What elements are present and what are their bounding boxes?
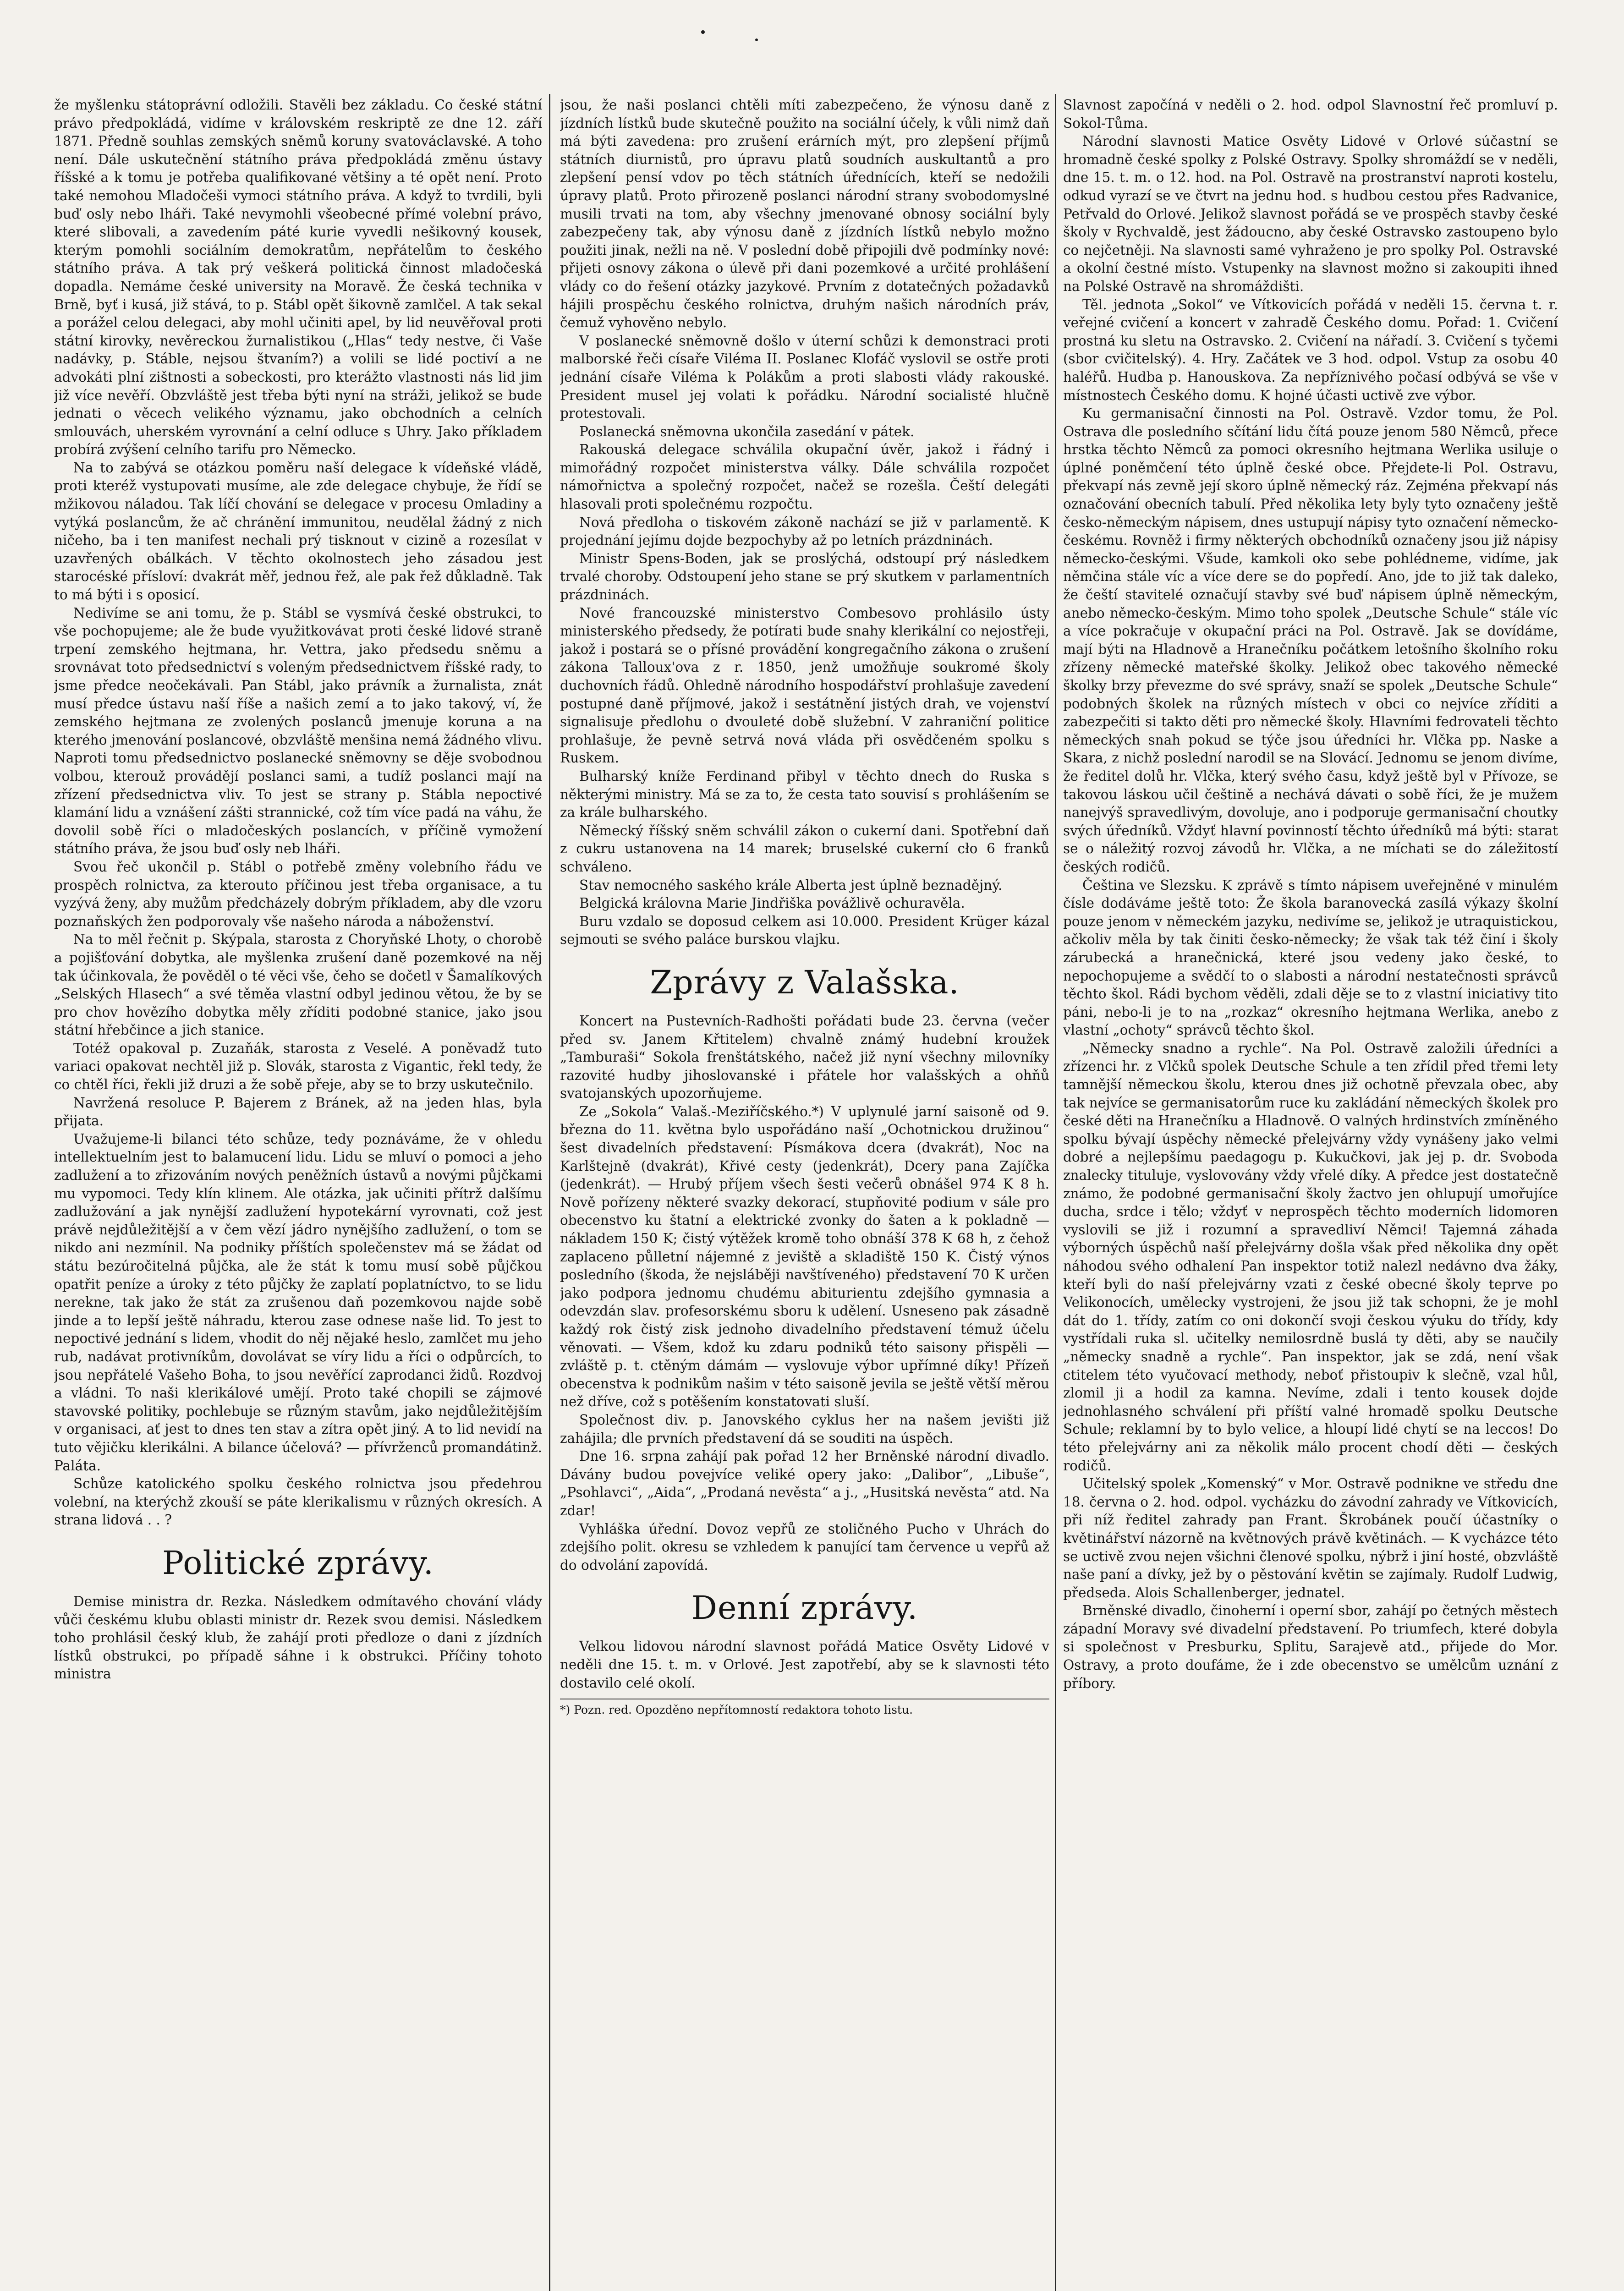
article-paragraph: Slavnost započíná v neděli o 2. hod. odpol Slavnostní řeč promluví p. Sokol-Tůma. <box>1063 97 1558 131</box>
column-middle <box>560 96 1049 2291</box>
column-right <box>1063 96 1558 2291</box>
article-paragraph: Nové francouzské ministerstvo Combesovo prohlásilo ústy ministerského předsedy, že potírati bude snahy klerikální co nejostřeji, jakož i postará se o přísné provádění kongregačního zákona o zrušení zákona Talloux'ova z r. 1850, jenž umožňuje soukromé školy duchovních řádů. Ohledně národního hospodářství prohlašuje zavedení postupné daně příjmové, jakož i sestátnění jistých drah, ve vojenství signalisuje předlohu o dvouleté době služební. V zahraniční politice prohlašuje, že pevně setrvá nová vláda při osvědčeném spolku s Ruskem. <box>560 605 1049 766</box>
article-paragraph: Ministr Spens-Boden, jak se proslýchá, odstoupí prý následkem trvalé choroby. Odstoupení jeho stane se prý skutkem v parlamentních prázdninách. <box>560 550 1049 603</box>
article-paragraph: Koncert na Pustevních-Radhošti pořádati bude 23. června (večer před sv. Janem Křtitelem) chvalně známý hudební kroužek „Tamburaši“ Sokola frenštátského, načež již nyní všechny milovníky razovité hudby jihoslovanské i přátele hor valašských a ohňů svatojanských upozorňujeme. <box>560 1013 1049 1102</box>
article-paragraph: Uvažujeme-li bilanci této schůze, tedy poznáváme, že v ohledu intellektuelním jest to balamucení lidu. Lidu se mluví o pomoci a jeho zadlužení a to zřizováním nových peněžních ústavů a novými půjčkami mu vypomoci. Tedy klín klinem. Ale otázka, jak učiniti přítrž dalšímu zadlužování a jak nynější zadlužení hypotekární vyrovnati, což jest právě nejdůležitější a v čem vězí jádro nynějšího zadlužení, o tom se nikdo ani nezmínil. Na podniky příštích společenstev má se žádat od státu bezúročitelná půjčka, ale že stát k tomu musí sobě půjčkou opatřit peníze a úroky z této půjčky že zaplatí poplatníctvo, to se lidu nerekne, tak jako že stát za zrušenou daň pozemkovou najde sobě jinde a to lepší ještě náhradu, kterou zase odnese naše lid. To jest to nepoctivé jednání s lidem, vhodit do něj nějaké heslo, zamlčet mu jeho rub, nadávat protivníkům, dovolávat se víry lidu a říci o odpůrcích, to jsou nepřátelé Vašeho Boha, to jsou nevěřící zaprodanci židů. Rozdvoj a vládni. To naši klerikálové umějí. Proto také chopili se zájmové stavovské politiky, pochlebuje se různým stavům, jako nejdůležitějším v organisaci, ať jest to dnes ten stav a zítra opět jiný. A to lid nevidí na tuto vějičku klerikálni. A bilance účelová? — přívrženců promandátinž. Paláta. <box>54 1131 542 1474</box>
section-heading-denni-zpravy: Denní zprávy. <box>691 1589 918 1627</box>
article-paragraph: jsou, že naši poslanci chtěli míti zabezpečeno, že výnosu daně z jízdních lístků bude skutečně použito na sociální účely, k vůli nimž daň má býti zavedena: pro zrušení erárních mýt, pro zlepšení příjmů státních diurnistů, pro úpravu platů soudních auskultantů a pro zlepšení pensí vdov po těch státních úřednících, kteří se nedožili úpravy platů. Proto přirozeně poslanci národní strany svobodomyslné musili trvati na tom, aby všechny jmenované obnosy sociální byly zabezpečeny tak, aby výnosu daně z jízdních lístků nebylo možno použiti jinak, nežli na ně. V poslední době připojili dvě podmínky nové: přijeti osnovy zákona o úlevě při dani pozemkové a určité prohlášení vlády co do řešení otázky jazykové. Prvním z dotatečných požadavků hájili prospěchu českého rolnictva, druhým našich národních práv, čemuž vyhověno nebylo. <box>560 97 1049 331</box>
article-paragraph: Učitelský spolek „Komenský“ v Mor. Ostravě podnikne ve středu dne 18. června o 2. hod. odpol. vycházku do závodní zahrady ve Vítkovicích, při níž ředitel zahrady pan Frant. Škrobánek poučí účastníky o květinářství názorně na květnových právě květinách. — K vycházce této se uctivě zvou nejen všichni členové spolku, nýbrž i jiní hosté, obzvláště naše paní a dívky, jež by o pěstování květin se zajímaly. Rudolf Ludwig, předseda. Alois Schallenberger, jednatel. <box>1063 1476 1558 1600</box>
article-paragraph: Demise ministra dr. Rezka. Následkem odmítavého chování vlády vůči českému klubu oblasti ministr dr. Rezek svou demisi. Následkem toho prohlásil český klub, že zahájí proti předloze o dani z jízdních lístků obstrukci, po případě sáhne i k obstrukci. Příčiny tohoto ministra <box>54 1593 542 1682</box>
section-heading-politicke-zpravy: Politické zprávy. <box>162 1544 434 1582</box>
article-paragraph: Velkou lidovou národní slavnost pořádá Matice Osvěty Lidové v neděli dne 15. t. m. v Orlové. Jest zapotřebí, aby se k slavnosti této dostavilo celé okolí. <box>560 1639 1049 1691</box>
article-paragraph: že myšlenku státoprávní odložili. Stavěli bez základu. Co české státní právo předpokládá, vidíme v královském reskriptě ze dne 12. září 1871. Předně souhlas zemských sněmů koruny svatováclavské. A toho není. Dále uskutečnění státního práva předpokládá změnu ústavy říšské a k tomu je potřeba qualifikované většiny a té opět není. Proto také nemohou Mladočeši vymoci státního práva. A když to tvrdili, byli buď osly nebo lháři. Také nevymohli všeobecné přímé volební právo, které slibovali, a zavedením páté kurie vyvedli nešikovný kousek, kterým pomohli sociálním demokratům, nepřátelům to českého státního práva. A tak prý veškerá politická činnost mladočeská dopadla. Nemáme české university na Moravě. Že česká technika v Brně, byť i kusá, již stává, to p. Stábl opět šikovně zamlčel. A tak sekal a porážel celou delegaci, aby mohl učiniti apel, by lid neuvěřoval proti státní kirovky, nevěreckou žurnalistikou („Hlas“ tedy nestve, či Vaše nadávky, p. Stáble, nejsou štvaním?) a volili se lidé poctiví a ne advokáti plní zištnosti a sobeckosti, pro kterážto vlastnosti nás lid jim již více nevěří. Obzvláště jest třeba býti nyní na stráži, jelikož se bude jednati o věcech velikého významu, jako obchodních a celních smlouvách, uherském vyrovnání a celní odluce s Uhry. Jako příkladem probírá zvýšení celního tarifu pro Německo. <box>54 97 542 458</box>
article-paragraph: Vyhláška úřední. Dovoz vepřů ze stoličného Pucho v Uhrách do zdejšího polit. okresu se vzhledem k panující tam července u vepřů až do odvolání zapovídá. <box>560 1521 1049 1573</box>
article-paragraph: Ze „Sokola“ Valaš.-Meziříčského.*) V uplynulé jarní saisoně od 9. března do 11. května bylo uspořádáno naší „Ochotnickou družinou“ šest divadelních představení: Písmákova dcera (dvakrát), Noc na Karlštejně (dvakrát), Křivé cesty (jedenkrát), Dcery pana Zajíčka (jedenkrát). — Hrubý příjem všech šesti večerů obnášel 974 K 8 h. Nově pořízeny některé svazky dekorací, stupňovité podium v sále pro obecenstvo ku štatní a elektrické zvonky do šaten a k pokladně — nákladem 150 K; čistý výtěžek kromě toho obnáší 378 K 68 h, z čehož zaplaceno půlletní nájemné z jeviště a skladiště 150 K. Čistý výnos posledního (škoda, že nejsláběji navštíveného) představení 70 K určen jako podpora jednomu chudému abiturientu zdejšího gymnasia a odevzdán slav. profesorskému sboru k udělení. Usneseno pak zásadně každý rok čistý zisk jednoho divadelního představení témuž účelu věnovati. — Všem, kdož ku zdaru podniků této saisony přispěli — zvláště p. t. ctěným dámám — vyslovuje výbor upřímné díky! Přízeň obecenstva k podnikům našim v této saisoně jevila se ještě větší měrou než dříve, což s potěšením konstatovati sluší. <box>560 1103 1049 1410</box>
section-heading-zpravy-z-valasska: Zprávy z Valašska. <box>650 963 960 1001</box>
article-paragraph: Dne 16. srpna zahájí pak pořad 12 her Brněnské národní divadlo. Dávány budou povejvíce veliké opery jako: „Dalibor“, „Libuše“, „Psohlavci“, „Aida“, „Prodaná nevěsta“ a j., „Husitská nevěsta“ atd. Na zdar! <box>560 1448 1049 1518</box>
article-paragraph: Schůze katolického spolku českého rolnictva jsou předehrou volební, na kterýchž zkouší se páte klerikalismu v různých okresích. A strana lidová . . ? <box>54 1476 542 1528</box>
column-left <box>54 96 542 2291</box>
article-paragraph: Totéž opakoval p. Zuzaňák, starosta z Veselé. A poněvadž tuto variaci opakovat nechtěl již p. Slovák, starosta z Vigantic, řekl tedy, že co chtěl říci, řekli již druzi a že sobě přeje, aby se to brzy uskutečnilo. <box>54 1040 542 1093</box>
article-paragraph: Navržená resoluce P. Bajerem z Bránek, až na jeden hlas, byla přijata. <box>54 1095 542 1129</box>
article-paragraph: Národní slavnosti Matice Osvěty Lidové v Orlové súčastní se hromadně české spolky z Polské Ostravy. Spolky shromáždí se v neděli, dne 15. t. m. o 12. hod. na Pol. Ostravě na prostranství naproti kostelu, odkud vyrazí se ve čtvrt na jednu hod. s hudbou cestou přes Radvanice, Petřvald do Orlové. Jelikož slavnost pořádá se ve prospěch stavby české školy v Rychvaldě, jest žádoucno, aby české Ostravsko zastoupeno bylo co nejčetněji. Na slavnosti samé vyhraženo je pro spolky Pol. Ostravské a okolní čestné místo. Vstupenky na slavnost možno si zakoupiti ihned na Polské Ostravě na shromáždišti. <box>1063 133 1558 294</box>
article-paragraph: Ku germanisační činnosti na Pol. Ostravě. Vzdor tomu, že Pol. Ostrava dle posledního sčítání lidu čítá pouze jenom 580 Němců, přece hrstka těchto Němců za pomoci okresního hejtmana Werlika usiluje o úplné poněmčení této úplně české obce. Přejdete-li Pol. Ostravu, překvapí nás zevně její skoro úplně německý ráz. Zejména překvapí nás označování obecních tabulí. Před několika lety byly tyto označeny ještě česko-německým nápisem, dnes ustupují nápisy tyto označení německo-českému. Rovněž i firmy některých obchodníků označeny jsou již nápisy německo-českými. Všude, kamkoli oko sebe pohlédneme, vidíme, jak němčina stále víc a více dere se do popředí. Ano, jde to již tak daleko, že čeští stavitelé označují stavby své buď nápisem úplně německým, anebo německo-českým. Mimo toho spolek „Deutsche Schule“ stále víc a více pokračuje v okupační práci na Pol. Ostravě. Jak se dovídáme, mají býti na Hladnově a Hranečníku počátkem letošního školního roku zřízeny německé mateřské školky. Jelikož obec takového německé školky brzy převezme do své správy, snaží se spolek „Deutsche Schule“ podobných školek na různých místech v obci co nejvíce zříditi a zabezpečiti si takto děti pro německé školy. Hlavními fedrovateli těchto německých snah pokud se týče jsou úředníci hr. Vlčka pp. Naske a Skara, z nichž poslední narodil se na Slovácí. Jednomu se jenom divíme, že ředitel dolů hr. Vlčka, který svého času, když ještě byl v Přívoze, se takovou láskou učil češtině a nechává dávati o sobě říci, že je mužem nanejvýš spravedlivým, dovoluje, ano i podporuje germanisační choutky svých úředníků. Vždyť hlavní povinností těchto úředníků má býti: starat se o náležitý rozvoj závodů hr. Vlčka, a ne míchati se do záležitostí českých rodičů. <box>1063 406 1558 875</box>
article-paragraph: Belgická královna Marie Jindřiška povážlivě ochuravěla. <box>579 895 965 911</box>
article-paragraph: Společnost div. p. Janovského cyklus her na našem jevišti již zahájila; dle prvních představení dá se souditi na úspěch. <box>560 1412 1049 1446</box>
article-paragraph: Buru vzdalo se doposud celkem asi 10.000. President Krüger kázal sejmouti se svého paláce burskou vlajku. <box>560 913 1049 948</box>
article-paragraph: Bulharský kníže Ferdinand přibyl v těchto dnech do Ruska s některými ministry. Má se za to, že cesta tato souvisí s prohlášením se za krále bulharského. <box>560 768 1049 821</box>
article-paragraph: Německý říšský sněm schválil zákon o cukerní dani. Spotřební daň z cukru ustanovena na 14 marek; bruselské cukerní cło 6 franků schváleno. <box>560 822 1049 875</box>
article-paragraph: Poslanecká sněmovna ukončila zasedání v pátek. <box>579 423 915 439</box>
article-paragraph: Svou řeč ukončil p. Stábl o potřebě změny volebního řádu ve prospěch rolnictva, za kterouto příčinou jest třeba organisace, a tu vyzývá ženy, aby mužům předcházely dobrým příkladem, aby dle vzoru poznaňských žen podporovaly vše našeho národa a náboženství. <box>54 859 542 929</box>
column-rule <box>1055 94 1056 2291</box>
article-paragraph: „Německy snadno a rychle“. Na Pol. Ostravě založili úředníci a zřízenci hr. z Vlčků spolek Deutsche Schule a ten zřídil před třemi lety tamnější německou školu, kterou dnes již ochotně převzala obec, aby tak nejvíce se germanisatorům ruce ku zakládání německých školek pro české děti na Hranečníku a Hladnově. O valných hrdinstvích zmíněného spolku bývají úspěchy německé přelejvárny vždy vynášeny jako velmi dobré a nejlepšímu paedagogu p. Kukučkovi, jak jej p. dr. Svoboda znalecky tituluje, vyslovovány vždy vřelé díky. A předce jest dostatečně známo, že podobné germanisační školy žactvo jen ohlupují umořujíce ducha, srdce i tělo; vždyť v neprospěch těchto moderních lidomoren vyslovili se již i rozumní a spravedliví Němci! Tajemná záhada výborných úspěchů naší přelejvárny došla však před několika dny opět náhodou svého odhalení Pan inspektor totiž nalezl nedávno dva žáky, kteří byli do naší přelejvárny vzati z české obecné školy teprve po Velikonocích, umělecky vystrojeni, že jsou již tak schopni, že je mohl dát do 1. třídy, zatím co oni dokončí svoji českou výuku do třídy, kdy vystřídali ruka sl. učitelky nemilosrdně buslá ty děti, aby se naučily „německy snadně a rychle“. Pan inspektor, jak se zdá, není však ctitelem této vyučovací methody, neboť přistoupiv k slečně, vzal hůl, zlomil ji a hodil za kamna. Nevíme, zdali i tento kousek dojde jednohlasného schválení při příští valné hromadě spolku Deutsche Schule; reklamní by to bylo velice, a hloupí lidé chytí se na leccos! Do této přelejvárny ani za několik málo procent chodí děti — českých rodičů. <box>1063 1040 1558 1474</box>
article-paragraph: Čeština ve Slezsku. K zprávě s tímto nápisem uveřejněné v minulém čísle dodáváme ještě toto: Že škola baranovecká zasílá výkazy školní pouze jenom v německém jazyku, nedivíme se, jelikož je utraquistickou, ačkoliv měla by tak činiti česko-německy; že však tak též činí i školy zárubecká a hranečnická, které jsou vedeny jako české, to nepochopujeme a svědčí to o slabosti a národní nestatečnosti správců těchto škol. Rádi bychom věděli, zdali děje se to z vlastní iniciativy tito páni, nebo-li je to na „rozkaz“ okresního hejtmana Werlika, anebo z vlastní „ochoty“ správců těchto škol. <box>1063 877 1558 1038</box>
article-paragraph: V poslanecké sněmovně došlo v úterní schůzi k demonstraci proti malborské řeči císaře Viléma II. Poslanec Klofáč vyslovil se ostře proti jednání císaře Viléma k Polákům a proti slabosti vlády rakouské. President musel jej volati k pořádku. Národní socialisté hlučně protestovali. <box>560 333 1049 422</box>
article-paragraph: Nová předloha o tiskovém zákoně nachází se již v parlamentě. K projednání jejímu dojde bezpochyby až po letních prázdninách. <box>560 514 1049 548</box>
column-rule <box>549 94 550 2291</box>
article-paragraph: Rakouská delegace schválila okupační úvěr, jakož i řádný i mimořádný rozpočet ministerstva války. Dále schválila rozpočet námořnictva a společný rozpočet, načež se rozešla. Čeští delegáti hlasovali proti společnému rozpočtu. <box>560 442 1049 512</box>
footnote: *) Pozn. red. Opozděno nepřítomností redaktora tohoto listu. <box>560 1699 1049 1718</box>
scan-speck <box>701 30 705 34</box>
article-paragraph: Na to zabývá se otázkou poměru naší delegace k vídeňské vládě, proti kteréž vystupovati musíme, ale zde delegace chybuje, že řídí se mžikovou náladou. Tak líčí chování se delegace v procesu Omladiny a vytýká poslancům, že ač chránění immunitou, neudělal žádný z nich ničeho, ba i ten manifest nechali prý tisknout v cizině a rozesílat v uzavřených obálkách. V těchto okolnostech jeho zásadou jest starocéské přísloví: dvakrát měř, jednou řež, ale pak řež důkladně. Tak to má býti i s oposicí. <box>54 460 542 603</box>
article-paragraph: Na to měl řečnit p. Skýpala, starosta z Choryňské Lhoty, o chorobě a pojišťování dobytka, ale myšlenka zrušení daně pozemkové na něj tak účinkovala, že pověděl o té věci vše, čeho se dočetl v Šamalíkových „Selských Hlasech“ a své těměa vlastní odbyl jedinou větou, že by se pro chov hovězího dobytka měly zříditi podobné stanice, jako jsou státní hřebčince a jich stanice. <box>54 932 542 1038</box>
article-paragraph: Stav nemocného saského krále Alberta jest úplně beznadějný. <box>579 877 1003 893</box>
article-paragraph: Brněnské divadlo, činoherní i operní sbor, zahájí po četných městech západní Moravy své divadelní představení. Po triumfech, které dobyla si společnost v Presburku, Splitu, Sarajevě atd., přijede do Mor. Ostravy, a proto doufáme, že i zde obecenstvo se umělcům uznání z příbory. <box>1063 1603 1558 1691</box>
scan-speck <box>755 38 758 41</box>
article-paragraph: Nedivíme se ani tomu, že p. Stábl se vysmívá české obstrukci, to vše pochopujeme; ale že bude využitkovávat proti české lidové straně trpení zemského hejtmana, hr. Vettra, jako předsedu sněmu a srovnávat toto předsednictví s voleným předsednictvem říšské rady, to jsme předce neočekávali. Pan Stábl, jako právník a žurnalista, znát musí předce ústavu naší říše a našich zemí a to jako takový, ví, že zemského hejtmana ze zvolených poslanců jmenuje koruna a na kterého jmenování poslancové, obzvláště menšina nemá žádného vlivu. Naproti tomu předsednictvo poslanecké sněmovny se děje svobodnou volbou, kterouž provádějí poslanci sami, a tudíž poslanci mají na zřízení předsednictva vliv. To jest se strany p. Stábla nepoctivé klamání lidu a vznášení zášti strannické, což tím více padá na váhu, že dovolil sobě říci o mladočeských poslancích, v příčině vymožení státního práva, že jsou buď osly neb lháři. <box>54 605 542 857</box>
article-paragraph: Těl. jednota „Sokol“ ve Vítkovicích pořádá v neděli 15. června t. r. veřejné cvičení a koncert v zahradě Českého domu. Pořad: 1. Cvičení prostná ku sletu na Ostravsko. 2. Cvičení na nářadí. 3. Cvičení s tyčemi (sbor cvičitelský). 4. Hry. Začátek ve 3 hod. odpol. Vstup za osobu 40 haléřů. Hudba p. Hanouskova. Za nepříznivého počasí odbývá se vše v místnostech Českého domu. K hojné účasti uctivě zve výbor. <box>1063 296 1558 403</box>
